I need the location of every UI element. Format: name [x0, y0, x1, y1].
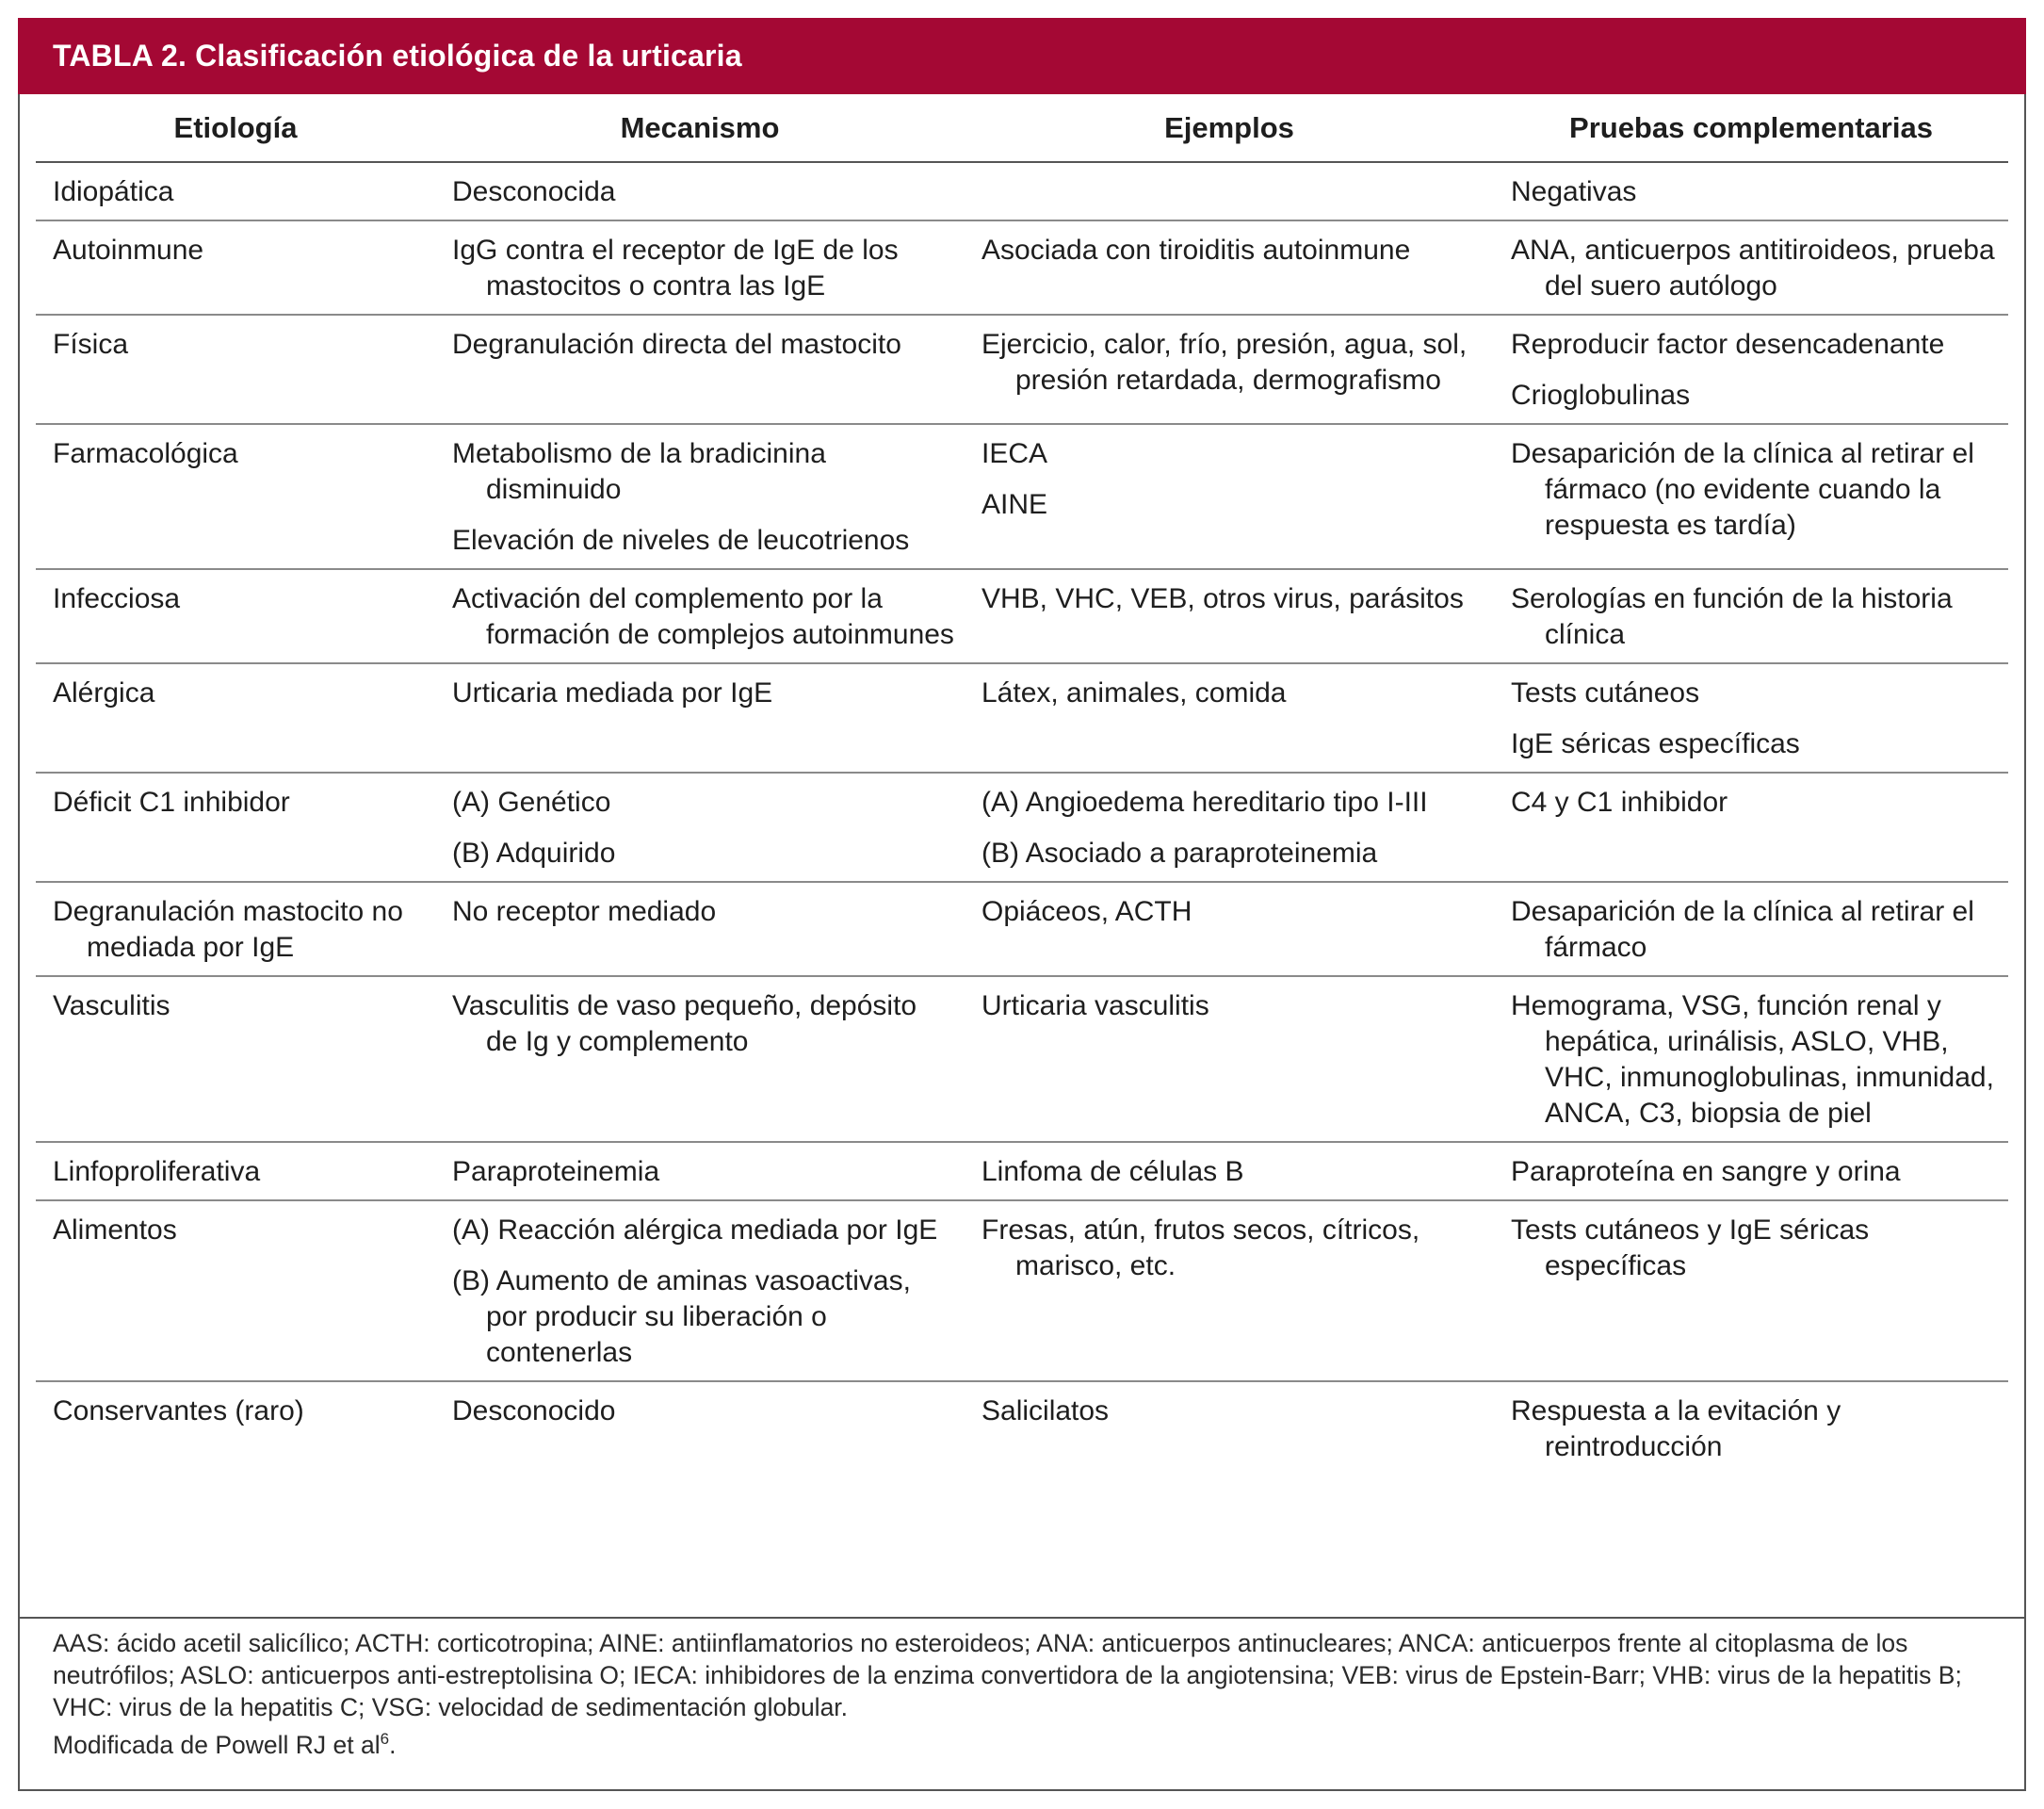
cell-entry: Vasculitis [53, 990, 170, 1021]
table-row [36, 315, 2008, 424]
cell-etiologia [36, 1142, 435, 1200]
cell-content [36, 174, 435, 210]
cell-entry: (A) Reacción alérgica mediada por IgE [452, 1214, 938, 1246]
cell-entry: ANA, anticuerpos antitiroideos, prueba del suero autólogo [1511, 235, 1995, 302]
cell-content [435, 327, 965, 363]
cell-etiologia [36, 1200, 435, 1381]
cell-content [965, 327, 1494, 399]
cell-etiologia [36, 976, 435, 1142]
cell-entry: Alérgica [53, 677, 155, 709]
cell-ejemplos [965, 315, 1494, 424]
cell-entry: Respuesta a la evitación y reintroducción [1511, 1395, 1841, 1462]
column-header-pruebas: Pruebas complementarias [1494, 94, 2008, 162]
cell-content [1494, 581, 2008, 653]
footnote-source-text: Modificada de Powell RJ et al [53, 1730, 381, 1759]
cell-mecanismo [435, 1142, 965, 1200]
cell-mecanismo [435, 424, 965, 569]
table-row [36, 162, 2008, 220]
cell-entry: (A) Genético [452, 787, 611, 818]
cell-content [435, 1393, 965, 1429]
cell-pruebas [1494, 569, 2008, 663]
cell-entry: AINE [981, 489, 1048, 520]
cell-ejemplos [965, 1142, 1494, 1200]
table-body [36, 162, 2008, 1475]
table-row [36, 220, 2008, 315]
cell-content [965, 1154, 1494, 1190]
cell-entry: Negativas [1511, 176, 1637, 207]
cell-entry: Conservantes (raro) [53, 1395, 304, 1426]
cell-content [435, 988, 965, 1060]
cell-entry: Reproducir factor desencadenante [1511, 329, 1945, 360]
footnote [53, 1627, 1993, 1761]
cell-mecanismo [435, 569, 965, 663]
cell-ejemplos [965, 1200, 1494, 1381]
cell-entry: (B) Aumento de aminas vasoactivas, por producir su liberación o contenerlas [452, 1265, 911, 1368]
cell-mecanismo [435, 663, 965, 773]
cell-etiologia [36, 315, 435, 424]
cell-mecanismo [435, 220, 965, 315]
cell-entry: Activación del complemento por la formación de complejos autoinmunes [452, 583, 954, 650]
cell-pruebas [1494, 663, 2008, 773]
cell-ejemplos [965, 424, 1494, 569]
cell-content [965, 581, 1494, 617]
cell-entry: Elevación de niveles de leucotrienos [452, 525, 910, 556]
cell-entry: Farmacológica [53, 438, 238, 469]
cell-entry: Linfoma de células B [981, 1156, 1244, 1187]
cell-content [36, 785, 435, 821]
table-row [36, 976, 2008, 1142]
table-header-row [36, 94, 2008, 162]
cell-entry: Metabolismo de la bradicinina disminuido [452, 438, 826, 505]
cell-etiologia [36, 882, 435, 976]
cell-content [1494, 1393, 2008, 1465]
cell-ejemplos [965, 773, 1494, 882]
cell-entry: Degranulación mastocito no mediada por IgE [53, 896, 403, 963]
table-bottom-rule [18, 1617, 2026, 1619]
cell-content [435, 676, 965, 711]
cell-entry: Alimentos [53, 1214, 177, 1246]
cell-entry: Infecciosa [53, 583, 181, 614]
table-row [36, 1200, 2008, 1381]
cell-entry: IECA [981, 438, 1048, 469]
cell-content [965, 436, 1494, 523]
cell-content [965, 894, 1494, 930]
cell-mecanismo [435, 162, 965, 220]
cell-content [965, 785, 1494, 872]
cell-entry: Idiopática [53, 176, 174, 207]
cell-entry: (A) Angioedema hereditario tipo I-III [981, 787, 1428, 818]
cell-content [36, 327, 435, 363]
cell-ejemplos [965, 882, 1494, 976]
cell-entry: Opiáceos, ACTH [981, 896, 1192, 927]
cell-content [36, 988, 435, 1024]
column-header-ejemplos: Ejemplos [965, 94, 1494, 162]
cell-etiologia [36, 220, 435, 315]
cell-entry: Física [53, 329, 129, 360]
cell-entry: Desaparición de la clínica al retirar el fármaco (no evidente cuando la respuesta es tardía) [1511, 438, 1974, 541]
footnote-abbreviations: AAS: ácido acetil salicílico; ACTH: corticotropina; AINE: antiinflamatorios no esteroideos; ANA: anticuerpos antinucleares; ANCA: anticuerpos frente al citoplasma de los neutrófilos; ASLO: anticuerpos anti-estreptolisina O; IECA: inhibidores de la enzima convertidora de la angiotensina; VEB: virus de Epstein-Barr; VHB: virus de la hepatitis B; VHC: virus de la hepatitis C; VSG: velocidad de sedimentación globular. [53, 1629, 1962, 1721]
cell-etiologia [36, 424, 435, 569]
cell-entry: Vasculitis de vaso pequeño, depósito de Ig y complemento [452, 990, 917, 1057]
cell-content [36, 233, 435, 269]
cell-content [435, 174, 965, 210]
cell-entry: (B) Adquirido [452, 838, 616, 869]
cell-entry: Fresas, atún, frutos secos, cítricos, marisco, etc. [981, 1214, 1420, 1281]
cell-content [965, 988, 1494, 1024]
cell-content [435, 785, 965, 872]
cell-content [1494, 785, 2008, 821]
cell-pruebas [1494, 1142, 2008, 1200]
cell-pruebas [1494, 773, 2008, 882]
cell-pruebas [1494, 1381, 2008, 1475]
cell-entry: Paraproteína en sangre y orina [1511, 1156, 1901, 1187]
cell-entry: Autoinmune [53, 235, 204, 266]
cell-entry: Urticaria mediada por IgE [452, 677, 773, 709]
cell-content [435, 233, 965, 304]
cell-pruebas [1494, 1200, 2008, 1381]
cell-content [1494, 894, 2008, 966]
cell-entry: Linfoproliferativa [53, 1156, 261, 1187]
cell-pruebas [1494, 220, 2008, 315]
cell-mecanismo [435, 1200, 965, 1381]
footnote-source-end: . [389, 1730, 397, 1759]
cell-mecanismo [435, 315, 965, 424]
cell-entry: No receptor mediado [452, 896, 717, 927]
cell-ejemplos [965, 220, 1494, 315]
cell-content [1494, 436, 2008, 544]
cell-pruebas [1494, 315, 2008, 424]
cell-ejemplos [965, 162, 1494, 220]
cell-mecanismo [435, 1381, 965, 1475]
cell-mecanismo [435, 773, 965, 882]
cell-content [1494, 174, 2008, 210]
cell-entry: Desconocido [452, 1395, 616, 1426]
table-row [36, 773, 2008, 882]
cell-entry: Látex, animales, comida [981, 677, 1287, 709]
cell-entry: Paraproteinemia [452, 1156, 660, 1187]
cell-content [965, 676, 1494, 711]
cell-entry: Hemograma, VSG, función renal y hepática, urinálisis, ASLO, VHB, VHC, inmunoglobulinas, inmunidad, ANCA, C3, biopsia de piel [1511, 990, 1994, 1129]
table-title-bar [18, 18, 2026, 94]
cell-content [435, 1213, 965, 1371]
cell-content [435, 436, 965, 559]
table-row [36, 569, 2008, 663]
cell-pruebas [1494, 162, 2008, 220]
cell-content [965, 1213, 1494, 1284]
table-title: TABLA 2. Clasificación etiológica de la urticaria [53, 39, 742, 73]
cell-entry: Urticaria vasculitis [981, 990, 1209, 1021]
cell-ejemplos [965, 1381, 1494, 1475]
cell-content [36, 676, 435, 711]
cell-pruebas [1494, 976, 2008, 1142]
cell-etiologia [36, 569, 435, 663]
cell-etiologia [36, 663, 435, 773]
cell-content [965, 1393, 1494, 1429]
table-row [36, 1142, 2008, 1200]
cell-entry: Serologías en función de la historia clínica [1511, 583, 1953, 650]
cell-content [36, 436, 435, 472]
cell-content [36, 581, 435, 617]
cell-entry: Crioglobulinas [1511, 380, 1691, 411]
cell-mecanismo [435, 882, 965, 976]
cell-content [36, 1154, 435, 1190]
column-header-etiologia: Etiología [36, 94, 435, 162]
cell-content [1494, 676, 2008, 762]
cell-entry: Asociada con tiroiditis autoinmune [981, 235, 1411, 266]
column-header-mecanismo: Mecanismo [435, 94, 965, 162]
cell-content [435, 894, 965, 930]
cell-etiologia [36, 1381, 435, 1475]
cell-content [435, 1154, 965, 1190]
cell-entry: Salicilatos [981, 1395, 1110, 1426]
table-container [36, 94, 2008, 1475]
etiology-table [36, 94, 2008, 1475]
cell-entry: Desaparición de la clínica al retirar el fármaco [1511, 896, 1974, 963]
table-row [36, 663, 2008, 773]
cell-entry: (B) Asociado a paraproteinemia [981, 838, 1378, 869]
table-row [36, 882, 2008, 976]
cell-entry: Degranulación directa del mastocito [452, 329, 901, 360]
cell-ejemplos [965, 976, 1494, 1142]
cell-entry: IgG contra el receptor de IgE de los mastocitos o contra las IgE [452, 235, 899, 302]
cell-content [36, 1213, 435, 1248]
cell-entry: Tests cutáneos [1511, 677, 1700, 709]
cell-content [435, 581, 965, 653]
cell-mecanismo [435, 976, 965, 1142]
cell-content [1494, 988, 2008, 1132]
cell-etiologia [36, 773, 435, 882]
cell-entry: Desconocida [452, 176, 616, 207]
table-row [36, 424, 2008, 569]
footnote-source [53, 1723, 1993, 1761]
cell-entry: IgE séricas específicas [1511, 728, 1800, 759]
cell-entry: Tests cutáneos y IgE séricas específicas [1511, 1214, 1870, 1281]
cell-entry: C4 y C1 inhibidor [1511, 787, 1728, 818]
cell-content [1494, 233, 2008, 304]
cell-pruebas [1494, 882, 2008, 976]
cell-entry: Ejercicio, calor, frío, presión, agua, sol, presión retardada, dermografismo [981, 329, 1468, 396]
cell-content [1494, 1213, 2008, 1284]
cell-content [36, 894, 435, 966]
cell-pruebas [1494, 424, 2008, 569]
cell-content [1494, 1154, 2008, 1190]
cell-content [1494, 327, 2008, 414]
footnote-source-ref: 6 [380, 1730, 390, 1748]
cell-content [965, 233, 1494, 269]
cell-etiologia [36, 162, 435, 220]
cell-ejemplos [965, 663, 1494, 773]
cell-entry: VHB, VHC, VEB, otros virus, parásitos [981, 583, 1464, 614]
cell-content [36, 1393, 435, 1429]
table-row [36, 1381, 2008, 1475]
cell-ejemplos [965, 569, 1494, 663]
cell-entry: Déficit C1 inhibidor [53, 787, 290, 818]
